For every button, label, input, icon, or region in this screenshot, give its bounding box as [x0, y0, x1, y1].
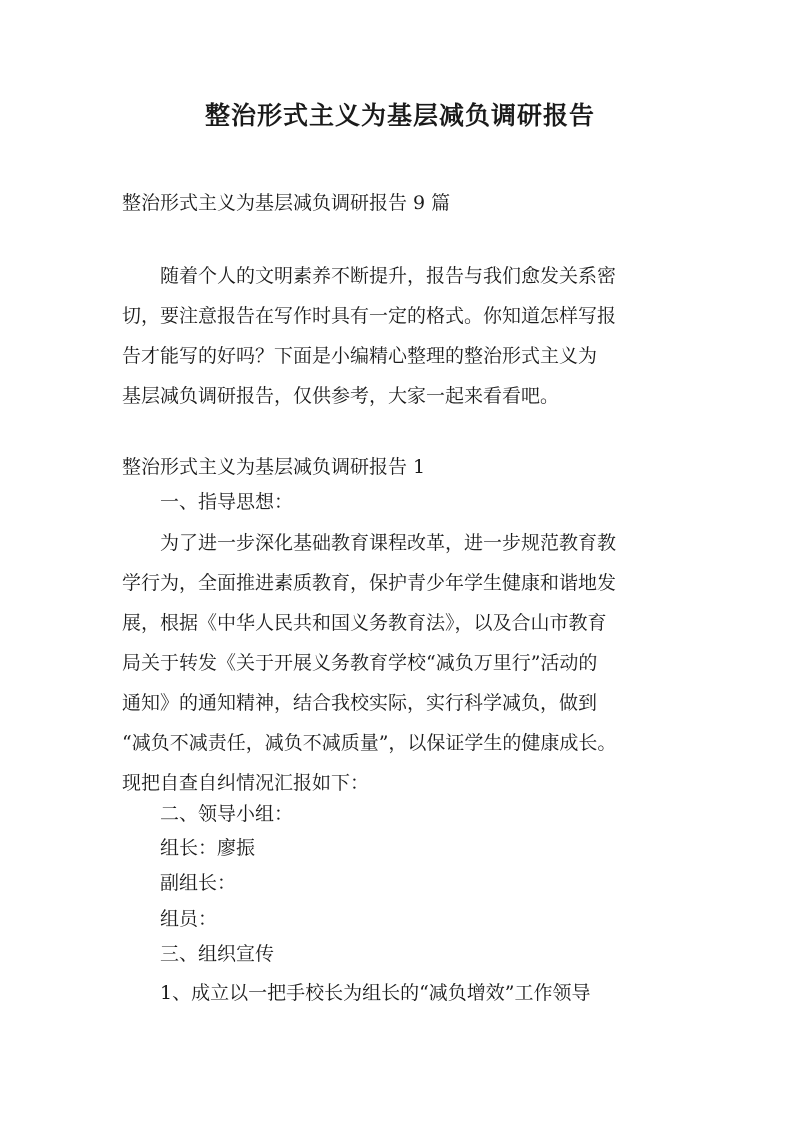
deputy-leader-line: 副组长：: [160, 872, 237, 894]
section-heading: 整治形式主义为基层减负调研报告 1: [122, 456, 426, 478]
body-line: 现把自查自纠情况汇报如下：: [122, 772, 370, 794]
body-line: 通知》的通知精神，结合我校实际，实行科学减负，做到: [122, 692, 598, 714]
intro-line: 告才能写的好吗？下面是小编精心整理的整治形式主义为: [122, 345, 598, 367]
part-heading: 三、组织宣传: [160, 943, 275, 965]
intro-line: 切，要注意报告在写作时具有一定的格式。你知道怎样写报: [122, 305, 617, 327]
intro-line: 基层减负调研报告，仅供参考，大家一起来看看吧。: [122, 385, 560, 407]
members-line: 组员：: [160, 908, 218, 930]
leader-line: 组长：廖振: [160, 837, 256, 859]
body-line: 1、成立以一把手校长为组长的“减负增效”工作领导: [160, 982, 591, 1004]
document-title: 整治形式主义为基层减负调研报告: [204, 101, 595, 130]
body-line: “减负不减责任，减负不减质量”，以保证学生的健康成长。: [122, 732, 617, 754]
intro-line: 随着个人的文明素养不断提升，报告与我们愈发关系密: [160, 265, 617, 287]
part-heading: 一、指导思想：: [160, 491, 294, 513]
body-line: 展，根据《中华人民共和国义务教育法》，以及合山市教育: [122, 612, 607, 634]
body-line: 为了进一步深化基础教育课程改革，进一步规范教育教: [160, 532, 617, 554]
body-line: 学行为，全面推进素质教育，保护青少年学生健康和谐地发: [122, 572, 617, 594]
part-heading: 二、领导小组：: [160, 803, 294, 825]
document-subtitle: 整治形式主义为基层减负调研报告 9 篇: [122, 192, 451, 214]
body-line: 局关于转发《关于开展义务教育学校“减负万里行”活动的: [122, 652, 598, 674]
